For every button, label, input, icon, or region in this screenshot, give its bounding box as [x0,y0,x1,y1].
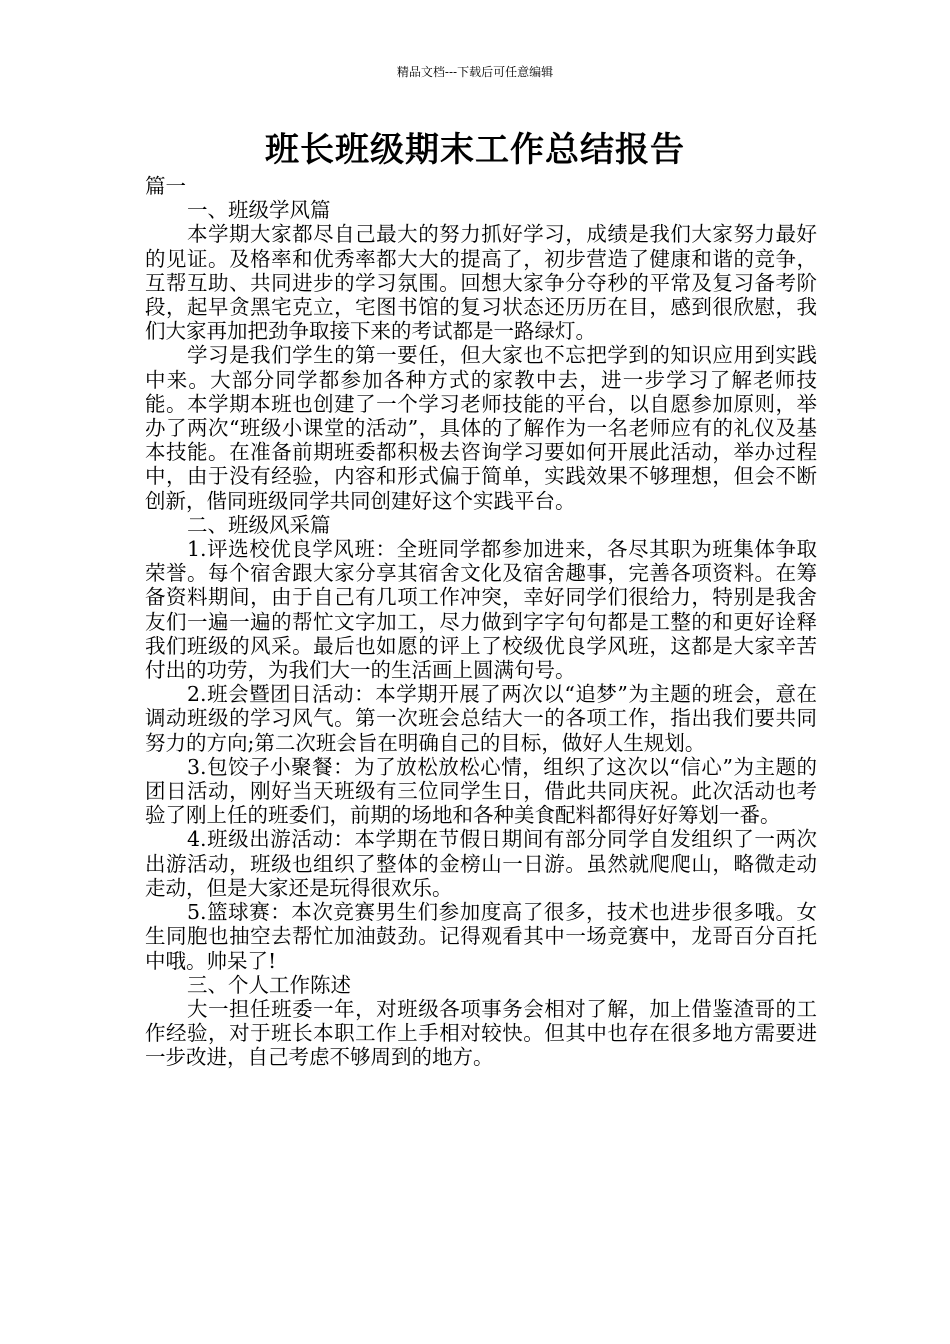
paragraph: 本学期大家都尽自己最大的努力抓好学习，成绩是我们大家努力最好的见证。及格率和优秀率都大大的提高了，初步营造了健康和谐的竞争，互帮互助、共同进步的学习氛围。回想大家争分夺秒的平常及复习备考阶段，起早贪黑宅克立，宅图书馆的复习状态还历历在目，感到很欣慰，我们大家再加把劲争取接下来的考试都是一路绿灯。 [145,222,817,344]
document-body [145,174,817,1070]
list-item: 3.包饺子小聚餐：为了放松放松心情，组织了这次以“信心”为主题的团日活动，刚好当天班级有三位同学生日，借此共同庆祝。此次活动也考验了刚上任的班委们，前期的场地和各种美食配料都得好好筹划一番。 [145,754,817,828]
section-heading-personal: 三、个人工作陈述 [187,972,351,997]
section-label: 篇一 [145,174,186,198]
list-item: 4.班级出游活动：本学期在节假日期间有部分同学自发组织了一两次出游活动，班级也组织了整体的金榜山一日游。虽然就爬爬山，略微走动走动，但是大家还是玩得很欢乐。 [145,827,817,900]
section-heading-study: 一、班级学风篇 [187,198,331,223]
section-heading-style: 二、班级风采篇 [187,512,331,537]
paragraph: 学习是我们学生的第一要任，但大家也不忘把学到的知识应用到实践中来。大部分同学都参加各种方式的家教中去，进一步学习了解老师技能。本学期本班也创建了一个学习老师技能的平台，以自愿参加原则，举办了两次“班级小课堂的活动”，具体的了解作为一名老师应有的礼仪及基本技能。在准备前期班委都积极去咨询学习要如何开展此活动，举办过程中，由于没有经验，内容和形式偏于简单，实践效果不够理想，但会不断创新，偕同班级同学共同创建好这个实践平台。 [145,343,817,513]
list-item: 5.篮球赛：本次竞赛男生们参加度高了很多，技术也进步很多哦。女生同胞也抽空去帮忙加油鼓劲。记得观看其中一场竞赛中，龙哥百分百托中哦。帅呆了! [145,900,817,973]
document-title: 班长班级期末工作总结报告 [265,130,685,170]
page-header: 精品文档---下载后可任意编辑 [396,65,554,79]
paragraph: 大一担任班委一年，对班级各项事务会相对了解，加上借鉴渣哥的工作经验，对于班长本职工作上手相对较快。但其中也存在很多地方需要进一步改进，自己考虑不够周到的地方。 [145,996,817,1070]
list-item: 2.班会暨团日活动：本学期开展了两次以“追梦”为主题的班会，意在调动班级的学习风气。第一次班会总结大一的各项工作，指出我们要共同努力的方向;第二次班会旨在明确自己的目标，做好人生规划。 [145,682,817,755]
list-item: 1.评选校优良学风班：全班同学都参加进来，各尽其职为班集体争取荣誉。每个宿舍跟大家分享其宿舍文化及宿舍趣事，完善各项资料。在筹备资料期间，由于自己有几项工作冲突，幸好同学们很给力，特别是我舍友们一遍一遍的帮忙文字加工，尽力做到字字句句都是工整的和更好诠释我们班级的风采。最后也如愿的评上了校级优良学风班，这都是大家辛苦付出的功劳，为我们大一的生活画上圆满句号。 [145,537,817,683]
